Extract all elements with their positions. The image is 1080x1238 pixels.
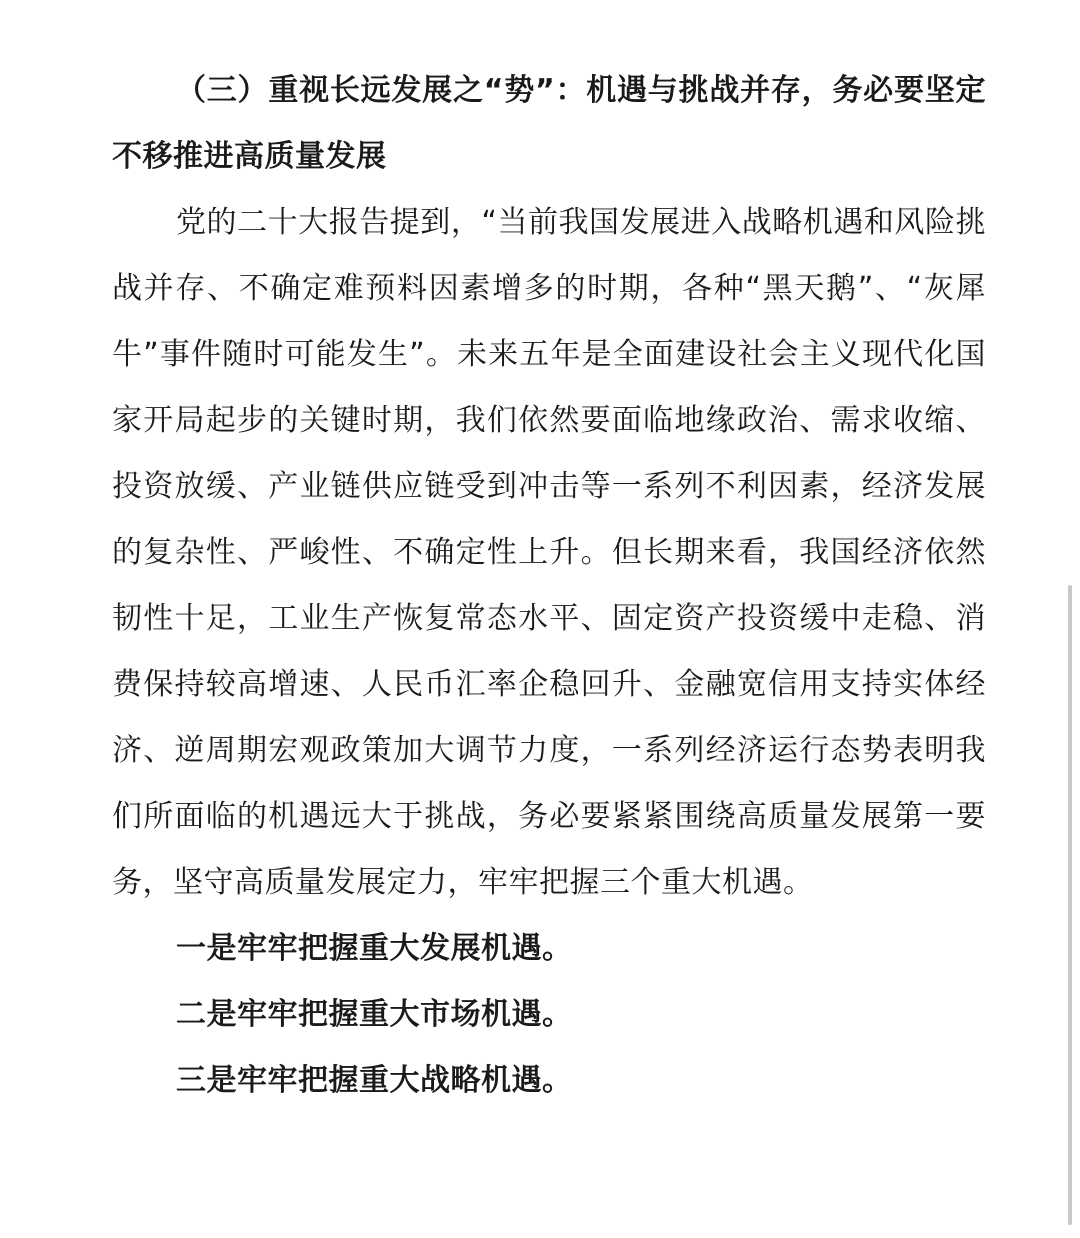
section-paragraph: 党的二十大报告提到，“当前我国发展进入战略机遇和风险挑战并存、不确定难预料因素增多的时期，各种“黑天鹅”、“灰犀牛”事件随时可能发生”。未来五年是全面建设社会主义现代化国家开局起步的关键时期，我们依然要面临地缘政治、需求收缩、投资放缓、产业链供应链受到冲击等一系列不利因素，经济发展的复杂性、严峻性、不确定性上升。但长期来看，我国经济依然韧性十足，工业生产恢复常态水平、固定资产投资缓中走稳、消费保持较高增速、人民币汇率企稳回升、金融宽信用支持实体经济、逆周期宏观政策加大调节力度，一系列经济运行态势表明我们所面临的机遇远大于挑战，务必要紧紧围绕高质量发展第一要务，坚守高质量发展定力，牢牢把握三个重大机遇。 [112, 205, 986, 900]
section-heading: （三）重视长远发展之“势”：机遇与挑战并存，务必要坚定不移推进高质量发展 [112, 73, 986, 174]
opportunity-point-3: 三是牢牢把握重大战略机遇。 [176, 1063, 573, 1098]
opportunity-point-2: 二是牢牢把握重大市场机遇。 [176, 997, 573, 1032]
vertical-scrollbar[interactable] [1068, 585, 1074, 1225]
opportunity-point-1: 一是牢牢把握重大发展机遇。 [176, 931, 573, 966]
scrollbar-thumb[interactable] [1068, 585, 1072, 1225]
document-page [112, 58, 986, 1114]
